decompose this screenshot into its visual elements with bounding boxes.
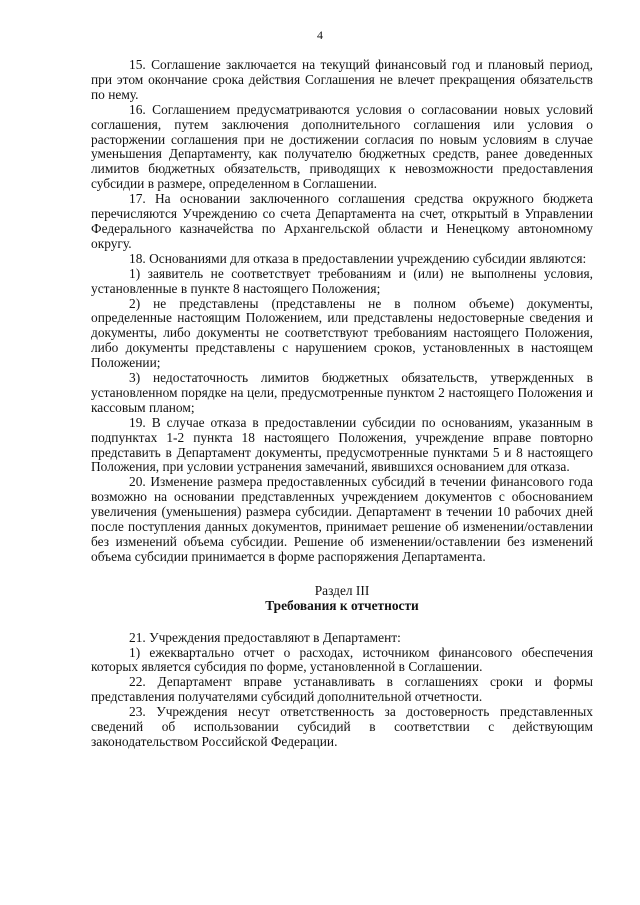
paragraph-17: 17. На основании заключенного соглашения средства окружного бюджета перечисляются Учреждению со счета Департамента на счет, открытый в Управлении Федерального казначейства по Архангельской области и Ненецкому автономному округу.: [91, 191, 593, 251]
section-number: Раздел III: [314, 582, 370, 598]
paragraph-18-item-2: 2) не представлены (представлены не в полном объеме) документы, определенные настоящим Положением, или представлены недостоверные сведения и документы, либо документы не соответствуют требованиям настоящего Положения, либо документы представлены с нарушением сроков, установленных в настоящем Положении;: [91, 295, 593, 371]
paragraph-20: 20. Изменение размера предоставленных субсидий в течении финансового года возможно на основании представленных учреждением документов с обоснованием увеличения (уменьшения) размера субсидии. Департамент в течении 10 рабочих дней после поступления данных документов, принимает решение об изменении/оставлении без изменений объема субсидии. Решение об изменении/оставлении без изменений объема субсидии принимается в форме распоряжения Департамента.: [91, 474, 593, 564]
document-body: [91, 58, 593, 750]
paragraph-23: 23. Учреждения несут ответственность за достоверность представленных сведений об использовании субсидий в соответствии с действующим законодательством Российской Федерации.: [91, 704, 593, 749]
section-heading: [91, 584, 593, 614]
paragraph-22: 22. Департамент вправе устанавливать в соглашениях сроки и формы представления получателями субсидий дополнительной отчетности.: [91, 674, 593, 705]
paragraph-21: 21. Учреждения предоставляют в Департамент:: [129, 629, 401, 645]
paragraph-18-item-3: 3) недостаточность лимитов бюджетных обязательств, утвержденных в установленном порядке на цели, предусмотренные пунктом 2 настоящего Положения и кассовым планом;: [91, 370, 593, 415]
paragraph-21-item-1: 1) ежеквартально отчет о расходах, источником финансового обеспечения которых является субсидия по форме, установленной в Соглашении.: [91, 644, 593, 675]
paragraph-19: 19. В случае отказа в предоставлении субсидии по основаниям, указанным в подпунктах 1-2 пункта 18 настоящего Положения, учреждение вправе повторно представить в Департамент документы, предусмотренные пунктами 5 и 8 настоящего Положения, при условии устранения замечаний, явившихся основанием для отказа.: [91, 414, 593, 475]
section-title: Требования к отчетности: [265, 597, 419, 613]
paragraph-18-item-1: 1) заявитель не соответствует требованиям и (или) не выполнены условия, установленные в пункте 8 настоящего Положения;: [91, 265, 593, 296]
paragraph-18: 18. Основаниями для отказа в предоставлении учреждению субсидии являются:: [129, 250, 587, 266]
paragraph-15: 15. Соглашение заключается на текущий финансовый год и плановый период, при этом окончание срока действия Соглашения не влечет прекращения обязательств по нему.: [91, 57, 593, 102]
page-number: 4: [317, 28, 323, 42]
section-spacer: [91, 614, 593, 631]
paragraph-16: 16. Соглашением предусматриваются условия о согласовании новых условий соглашения, путем заключения дополнительного соглашения или условия о расторжении соглашения при не достижении согласия по новым условиям в случае уменьшения Департаменту, как получателю бюджетных средств, ранее доведенных лимитов бюджетных обязательств, приводящих к невозможности предоставления субсидии в размере, определенном в Соглашении.: [91, 101, 593, 192]
